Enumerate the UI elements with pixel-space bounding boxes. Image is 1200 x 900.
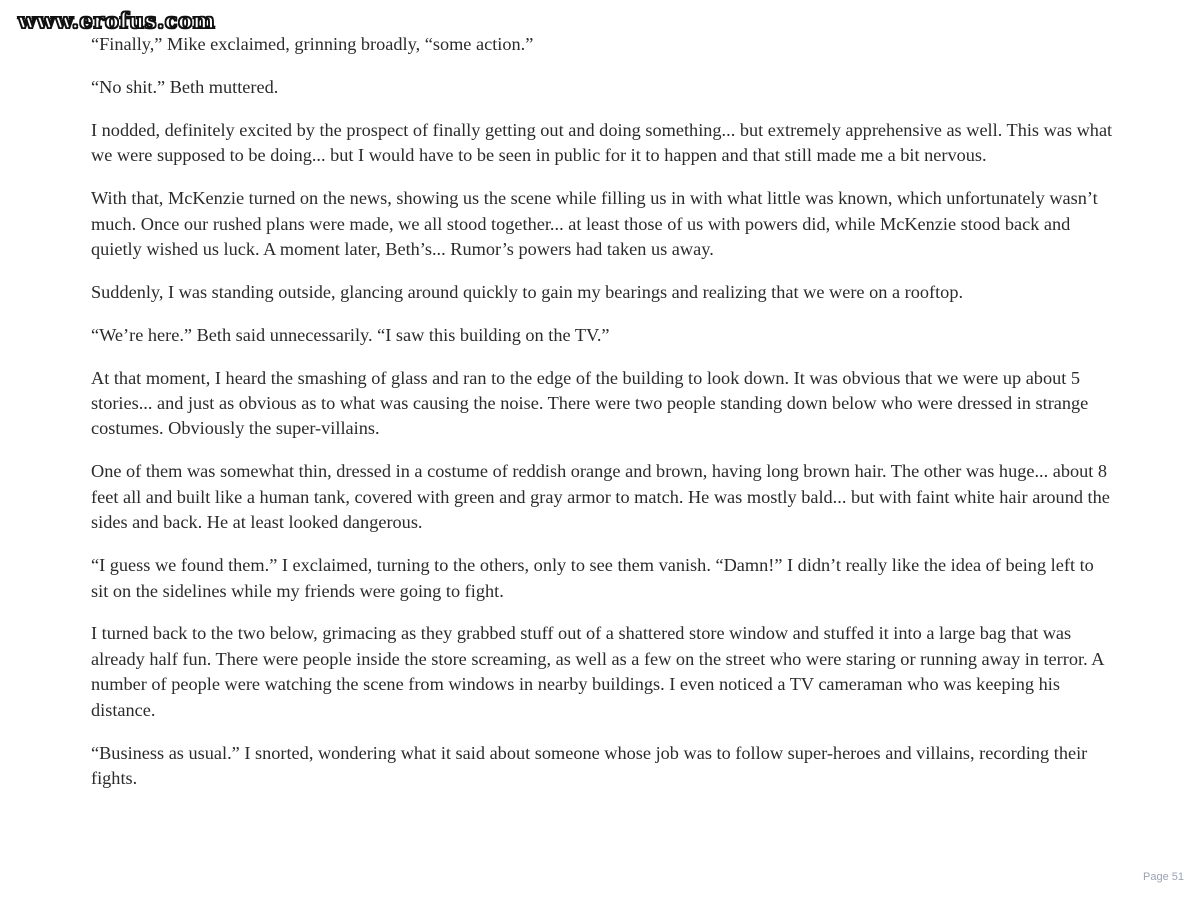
page-body — [91, 32, 1113, 809]
paragraph-10: I turned back to the two below, grimacing as they grabbed stuff out of a shattered store window and stuffed it into a large bag that was already half fun. There were people inside the store screaming, as well as a few on the street who were staring or running away in terror. A number of people were watching the scene from windows in nearby buildings. I even noticed a TV cameraman who was keeping his distance. — [91, 623, 1104, 720]
paragraph-9: “I guess we found them.” I exclaimed, turning to the others, only to see them vanish. “Damn!” I didn’t really like the idea of being left to sit on the sidelines while my friends were going to fight. — [91, 555, 1094, 601]
paragraph-2: “No shit.” Beth muttered. — [91, 76, 279, 97]
paragraph-7: At that moment, I heard the smashing of glass and ran to the edge of the building to look down. It was obvious that we were up about 5 stories... and just as obvious as to what was causing the noise. There were two people standing down below who were dressed in strange costumes. Obviously the super-villains. — [91, 367, 1089, 439]
paragraph-3: I nodded, definitely excited by the prospect of finally getting out and doing something... but extremely apprehensive as well. This was what we were supposed to be doing... but I would have to be seen in public for it to happen and that still made me a bit nervous. — [91, 119, 1113, 166]
paragraph-6: “We’re here.” Beth said unnecessarily. “I saw this building on the TV.” — [91, 324, 610, 345]
paragraph-8: One of them was somewhat thin, dressed in a costume of reddish orange and brown, having long brown hair. The other was huge... about 8 feet all and built like a human tank, covered with green and gray armor to match. He was mostly bald... but with faint white hair around the sides and back. He at least looked dangerous. — [91, 461, 1110, 533]
paragraph-1: “Finally,” Mike exclaimed, grinning broadly, “some action.” — [91, 34, 534, 54]
paragraph-4: With that, McKenzie turned on the news, showing us the scene while filling us in with what little was known, which unfortunately wasn’t much. Once our rushed plans were made, we all stood together... at least those of us with powers did, while McKenzie stood back and quietly wished us luck. A moment later, Beth’s... Rumor’s powers had taken us away. — [91, 188, 1098, 259]
watermark-logo: www.erofus.com — [18, 8, 216, 33]
page-number: Page 51 — [1143, 871, 1184, 883]
paragraph-11: “Business as usual.” I snorted, wondering what it said about someone whose job was to follow super-heroes and villains, recording their fights. — [91, 742, 1088, 788]
paragraph-5: Suddenly, I was standing outside, glancing around quickly to gain my bearings and realizing that we were on a rooftop. — [91, 281, 964, 302]
